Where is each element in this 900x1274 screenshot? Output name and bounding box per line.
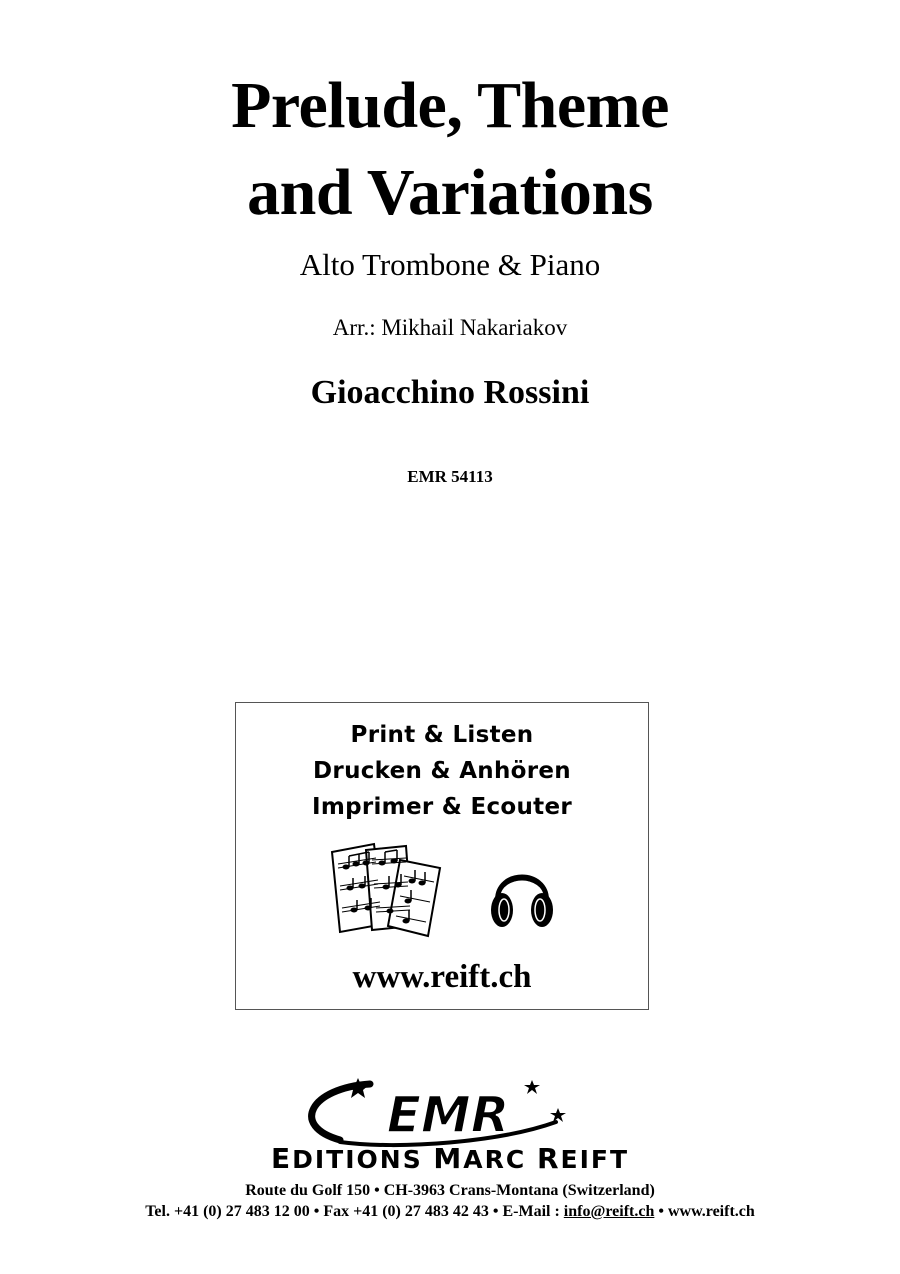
publisher-address: Route du Golf 150 • CH-3963 Crans-Montana (Switzerland) — [245, 1182, 655, 1199]
sheet-music-icon — [328, 838, 454, 938]
publisher-contact — [0, 1202, 900, 1222]
title-line-1: Prelude, Theme — [231, 69, 669, 142]
composer-name: Gioacchino Rossini — [310, 374, 590, 411]
promo-line-french: Imprimer & Ecouter — [311, 794, 573, 820]
print-listen-box — [235, 702, 649, 1010]
title-line-2: and Variations — [247, 156, 653, 229]
contact-phone-fax: Tel. +41 (0) 27 483 12 00 • Fax +41 (0) 27 483 42 43 • E-Mail : — [145, 1203, 564, 1220]
piece-title — [0, 62, 900, 236]
emr-logo — [300, 1076, 580, 1148]
catalog-number: EMR 54113 — [407, 467, 493, 486]
instrumentation: Alto Trombone & Piano — [299, 247, 601, 282]
promo-line-german: Drucken & Anhören — [313, 758, 571, 784]
contact-website[interactable]: • www.reift.ch — [654, 1203, 755, 1220]
email-link[interactable]: info@reift.ch — [563, 1203, 655, 1220]
emr-logo-text: EMR — [386, 1086, 510, 1144]
publisher-name: EDITIONS MARC REIFT — [270, 1142, 630, 1175]
promo-website[interactable]: www.reift.ch — [352, 959, 532, 995]
headphones-icon — [488, 856, 556, 930]
promo-line-english: Print & Listen — [350, 722, 534, 748]
arranger-credit: Arr.: Mikhail Nakariakov — [332, 315, 568, 340]
